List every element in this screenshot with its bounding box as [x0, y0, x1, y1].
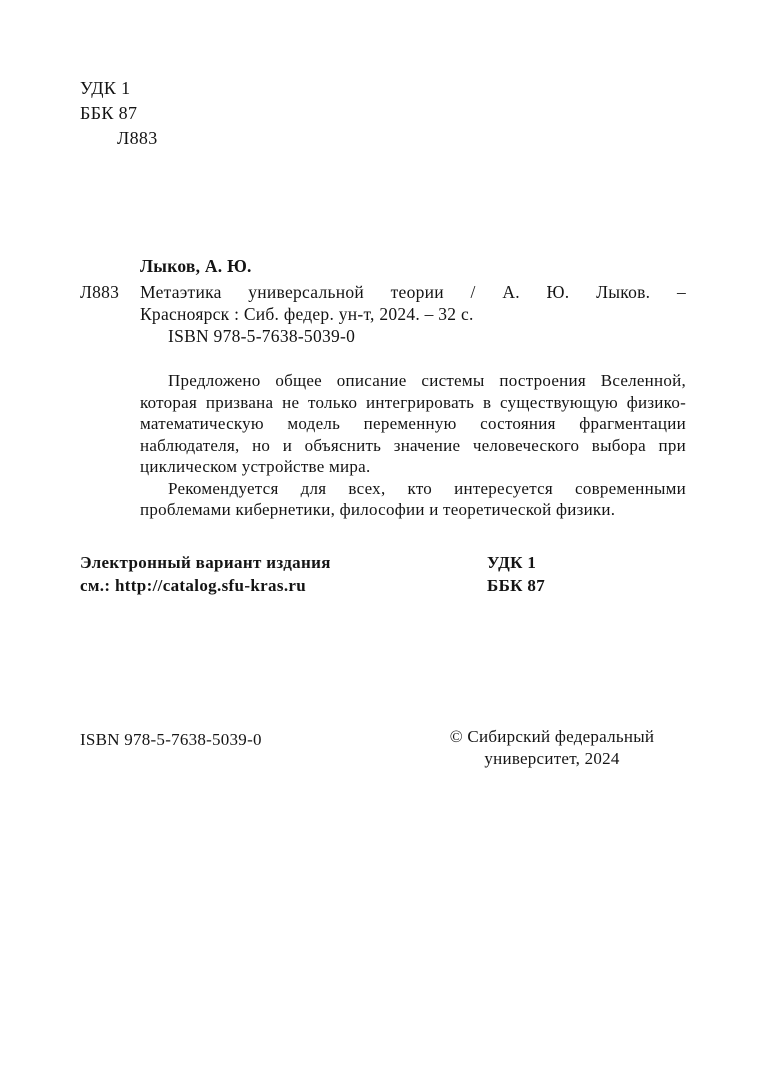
electronic-note-row-1	[80, 551, 686, 574]
catalog-entry	[80, 255, 686, 347]
electronic-note-url: см.: http://catalog.sfu-kras.ru	[80, 576, 307, 595]
copyright-line2: университет, 2024	[484, 749, 620, 768]
annotation-paragraph-1: Предложено общее описание системы построения Вселенной, которая призвана не только интегрировать в существующую физико-математическую модель переменную состояния фрагментации наблюдателя, но и объяснить значение человеческого выбора при циклическом устройстве мира.	[140, 371, 686, 476]
annotation-paragraph-2: Рекомендуется для всех, кто интересуется современными проблемами кибернетики, философии и теоретической физики.	[140, 478, 686, 519]
electronic-note-row-2	[80, 574, 686, 597]
bbk-code-top: ББК 87	[80, 103, 138, 123]
catalog-entry-title-line1: Метаэтика универсальной теории / А. Ю. Лыков. –	[140, 282, 686, 302]
catalog-entry-title-line2: Красноярск : Сиб. федер. ун-т, 2024. – 32 с.	[140, 304, 474, 324]
catalog-entry-body	[80, 281, 686, 347]
udk-code-right: УДК 1	[487, 553, 537, 572]
catalog-entry-code: Л883	[80, 282, 120, 302]
author-sign-code-top: Л883	[117, 128, 158, 148]
electronic-edition-note	[80, 551, 686, 597]
catalog-entry-isbn: ISBN 978-5-7638-5039-0	[168, 326, 356, 346]
classification-codes-block	[80, 76, 158, 151]
udk-code-top: УДК 1	[80, 78, 131, 98]
isbn-bottom: ISBN 978-5-7638-5039-0	[80, 730, 262, 749]
catalog-entry-author: Лыков, А. Ю.	[140, 256, 252, 276]
electronic-note-line1: Электронный вариант издания	[80, 553, 331, 572]
bbk-code-right: ББК 87	[487, 576, 546, 595]
copyright-line1: © Сибирский федеральный	[449, 727, 655, 746]
copyright-notice	[432, 726, 672, 770]
annotation-block	[140, 370, 686, 521]
